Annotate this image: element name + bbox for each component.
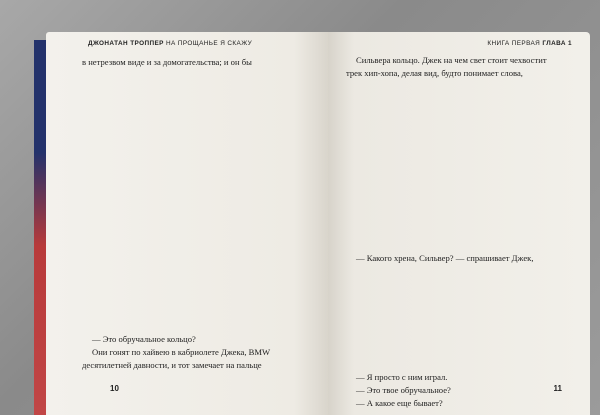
text-line (346, 344, 574, 357)
text-line: — Это твое обручальное? (356, 384, 451, 395)
text-line (82, 175, 314, 188)
right-page-text (346, 54, 574, 410)
running-head-title: НА ПРОЩАНЬЕ Я СКАЖУ (165, 40, 253, 47)
text-line (82, 280, 314, 293)
text-line (82, 254, 314, 267)
running-head-author: ДЖОНАТАН ТРОППЕР (88, 40, 164, 47)
right-running-head (487, 40, 572, 47)
text-line (82, 82, 314, 95)
left-page-number: 10 (110, 384, 119, 393)
text-line (346, 291, 574, 304)
text-line: — Это обручальное кольцо? (92, 333, 196, 344)
running-head-chapter: ГЛАВА 1 (542, 40, 572, 47)
text-line: — Я просто с ним играл. (356, 371, 448, 382)
text-line (346, 331, 574, 344)
text-line: — А какое еще бывает? (356, 397, 443, 408)
text-line (82, 188, 314, 201)
text-line (82, 320, 314, 333)
text-line (346, 107, 574, 120)
right-page-number: 11 (553, 384, 562, 393)
text-line (82, 267, 314, 280)
text-line (346, 212, 574, 225)
text-line: в нетрезвом виде и за домогательства; и он бы (82, 57, 252, 67)
text-line (82, 69, 314, 82)
text-line: Они гонят по хайвею в кабриолете Джека, BMW (92, 347, 271, 358)
text-line (82, 227, 314, 240)
text-line (346, 173, 574, 186)
text-line (82, 135, 314, 148)
text-line (82, 122, 314, 135)
text-line (346, 133, 574, 146)
left-page (46, 32, 328, 415)
left-page-text (82, 56, 314, 373)
text-line (346, 160, 574, 173)
text-line (82, 293, 314, 306)
text-line (346, 146, 574, 159)
right-page (328, 32, 590, 415)
text-line (82, 307, 314, 320)
text-line (346, 278, 574, 291)
text-line (346, 318, 574, 331)
open-book (34, 32, 590, 415)
text-line (82, 241, 314, 254)
text-line (82, 201, 314, 214)
text-line (82, 148, 314, 161)
text-line (346, 120, 574, 133)
text-line (346, 357, 574, 370)
text-line (346, 225, 574, 238)
text-line (82, 214, 314, 227)
text-line (346, 305, 574, 318)
text-line (346, 80, 574, 93)
text-line (346, 239, 574, 252)
text-line (82, 96, 314, 109)
text-line (346, 186, 574, 199)
running-head-part: КНИГА ПЕРВАЯ (487, 40, 541, 47)
text-line: Сильвера кольцо. Джек на чем свет стоит чехвостит (356, 55, 547, 65)
text-line (346, 199, 574, 212)
text-line (346, 94, 574, 107)
text-line (346, 265, 574, 278)
text-line (82, 109, 314, 122)
text-line (82, 162, 314, 175)
left-running-head (88, 40, 252, 47)
text-line: — Какого хрена, Сильвер? — спрашивает Джек, (356, 252, 534, 263)
text-line: десятилетней давности, и тот замечает на пальце (82, 360, 262, 371)
text-line: трек хип-хопа, делая вид, будто понимает слова, (346, 68, 523, 79)
